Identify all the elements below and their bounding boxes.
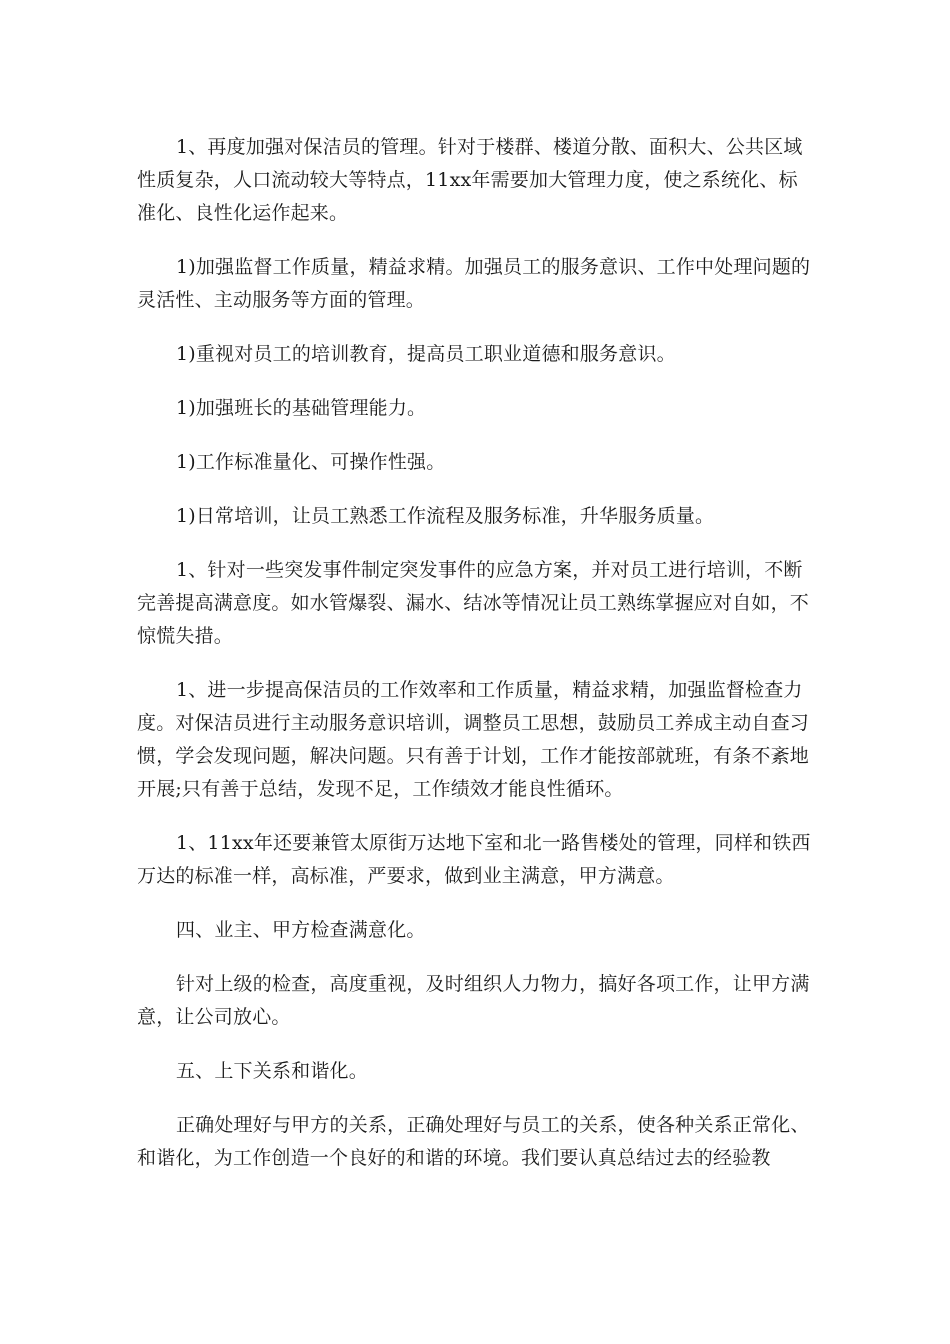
- paragraph-efficiency-improvement: 1、进一步提高保洁员的工作效率和工作质量，精益求精，加强监督检查力度。对保洁员进行主动服务意识培训，调整员工思想，鼓励员工养成主动自查习惯，学会发现问题，解决问题。只有善于计划，工作才能按部就班，有条不紊地开展;只有善于总结，发现不足，工作绩效才能良性循环。: [137, 679, 810, 800]
- document-body: [137, 131, 813, 1196]
- paragraph-supervision-quality: 1)加强监督工作质量，精益求精。加强员工的服务意识、工作中处理问题的灵活性、主动服务等方面的管理。: [137, 256, 811, 311]
- paragraph-inspection-response: 针对上级的检查，高度重视，及时组织人力物力，搞好各项工作，让甲方满意，让公司放心。: [137, 973, 810, 1028]
- paragraph-team-leader-ability: 1)加强班长的基础管理能力。: [175, 397, 427, 419]
- paragraph-emergency-plan: 1、针对一些突发事件制定突发事件的应急方案，并对员工进行培训，不断完善提高满意度。如水管爆裂、漏水、结冰等情况让员工熟练掌握应对自如，不惊慌失措。: [137, 559, 810, 647]
- section-heading-harmonious-relations: 五、上下关系和谐化。: [175, 1060, 368, 1082]
- paragraph-standard-quantification: 1)工作标准量化、可操作性强。: [175, 451, 446, 473]
- paragraph-cleaner-management: 1、再度加强对保洁员的管理。针对于楼群、楼道分散、面积大、公共区域性质复杂，人口流动较大等特点，11xx年需要加大管理力度，使之系统化、标准化、良性化运作起来。: [137, 136, 803, 224]
- paragraph-relationship-handling: 正确处理好与甲方的关系，正确处理好与员工的关系，使各种关系正常化、和谐化，为工作创造一个良好的和谐的环境。我们要认真总结过去的经验教: [137, 1114, 810, 1169]
- paragraph-staff-training: 1)重视对员工的培训教育，提高员工职业道德和服务意识。: [175, 343, 676, 365]
- paragraph-additional-sites: 1、11xx年还要兼管太原街万达地下室和北一路售楼处的管理，同样和铁西万达的标准一样，高标准，严要求，做到业主满意，甲方满意。: [137, 832, 811, 887]
- section-heading-inspection-satisfaction: 四、业主、甲方检查满意化。: [175, 919, 426, 941]
- paragraph-daily-training: 1)日常培训，让员工熟悉工作流程及服务标准，升华服务质量。: [175, 505, 715, 527]
